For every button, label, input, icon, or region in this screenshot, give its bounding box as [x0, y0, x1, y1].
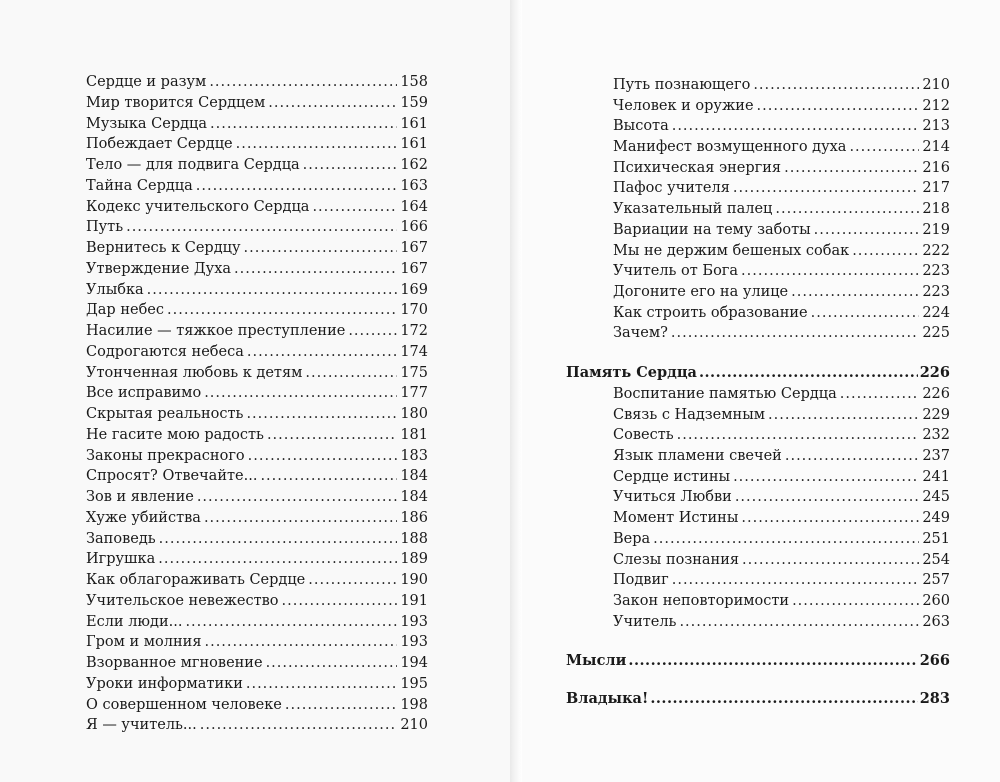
toc-page-number: 223: [922, 263, 950, 280]
toc-entry: [86, 280, 428, 301]
leader-dots: [308, 570, 397, 591]
toc-entry: [613, 405, 950, 426]
leader-dots: [246, 404, 397, 425]
toc-page-number: 167: [400, 260, 428, 277]
toc-entry: [613, 303, 950, 324]
section-title: Мысли: [566, 652, 627, 669]
leader-dots: [653, 529, 919, 550]
toc-entry-title: Высота: [613, 118, 669, 135]
leader-dots: [126, 217, 397, 238]
toc-entry: [86, 176, 428, 197]
leader-dots: [185, 612, 397, 633]
toc-entry: [86, 114, 428, 135]
leader-dots: [268, 93, 397, 114]
toc-entry-title: Путь познающего: [613, 77, 751, 93]
toc-entry-title: Указательный палец: [613, 201, 773, 218]
toc-page-number: 232: [922, 427, 950, 444]
leader-dots: [792, 591, 919, 612]
leader-dots: [147, 280, 398, 301]
toc-page-number: 251: [922, 530, 950, 547]
toc-entry-title: Вернитесь к Сердцу: [86, 240, 241, 256]
leader-dots: [234, 259, 397, 280]
toc-entry: [86, 404, 428, 425]
toc-entry: [613, 282, 950, 303]
toc-page-number: 180: [400, 406, 428, 422]
toc-entry-title: Кодекс учительского Сердца: [86, 198, 310, 215]
toc-page-number: 175: [400, 364, 428, 381]
leader-dots: [672, 116, 920, 137]
toc-page-number: 217: [922, 180, 950, 197]
toc-entry-title: Мы не держим бешеных собак: [613, 242, 850, 259]
leader-dots: [305, 363, 397, 384]
leader-dots: [733, 467, 919, 488]
toc-entry-title: Игрушка: [86, 551, 156, 568]
toc-entry-title: Зачем?: [613, 325, 668, 342]
leader-dots: [348, 321, 397, 342]
leader-dots: [303, 155, 398, 176]
toc-entry: [86, 134, 428, 155]
section-page-number: 226: [919, 364, 950, 381]
leader-dots: [628, 650, 917, 672]
leader-dots: [852, 241, 919, 262]
toc-page-number: 225: [922, 325, 950, 342]
leader-dots: [244, 238, 398, 259]
toc-entry: [86, 259, 428, 280]
toc-entry: [86, 238, 428, 259]
toc-entry-title: Пафос учителя: [613, 180, 730, 197]
toc-entry: [86, 508, 428, 529]
toc-entry-title: Музыка Сердца: [86, 115, 207, 132]
toc-page-number: 181: [400, 426, 428, 443]
leader-dots: [849, 137, 919, 158]
toc-entry: [613, 591, 950, 612]
toc-page-number: 219: [922, 221, 950, 238]
toc-entry: [86, 321, 428, 342]
toc-page-number: 186: [400, 509, 428, 526]
leader-dots: [735, 487, 920, 508]
toc-entry-title: Насилие — тяжкое преступление: [86, 323, 346, 339]
toc-entry: [86, 342, 428, 363]
toc-entry: [613, 425, 950, 446]
leader-dots: [246, 674, 397, 695]
toc-page-number: 224: [922, 304, 950, 321]
leader-dots: [784, 158, 919, 179]
toc-page-number: 170: [400, 302, 428, 319]
leader-dots: [742, 550, 919, 571]
toc-entry-title: Совесть: [613, 427, 674, 444]
toc-entry: [613, 384, 950, 405]
leader-dots: [210, 114, 397, 135]
toc-entry: [86, 591, 428, 612]
leader-dots: [267, 425, 397, 446]
toc-entry: [86, 363, 428, 384]
section-page-number: 283: [919, 690, 950, 707]
toc-entry-title: Тело — для подвига Сердца: [86, 157, 300, 173]
toc-entry-title: Гром и молния: [86, 634, 202, 651]
toc-entry-title: Вера: [613, 530, 651, 547]
leader-dots: [200, 715, 398, 736]
toc-entry: [613, 487, 950, 508]
leader-dots: [285, 695, 397, 716]
toc-page-number: 162: [400, 157, 428, 173]
toc-entry-title: Сердце и разум: [86, 74, 207, 90]
toc-page-number: 222: [922, 242, 950, 259]
toc-page-number: 260: [922, 592, 950, 609]
leader-dots: [312, 197, 397, 218]
toc-entry: [86, 446, 428, 467]
leader-dots: [248, 446, 398, 467]
leader-dots: [260, 466, 397, 487]
toc-page-number: 213: [922, 118, 950, 135]
leader-dots: [266, 653, 398, 674]
section-page-number: 266: [919, 652, 950, 669]
toc-entry-title: Я — учитель...: [86, 717, 197, 734]
toc-page-number: 158: [400, 74, 428, 90]
toc-entry: [613, 199, 950, 220]
toc-entry: [86, 674, 428, 695]
toc-entry: [613, 137, 950, 158]
toc-left-list: [86, 72, 428, 736]
leader-dots: [671, 323, 919, 344]
leader-dots: [840, 384, 920, 405]
toc-page-number: 229: [922, 406, 950, 423]
toc-entry: [86, 466, 428, 487]
section-title: Память Сердца: [566, 364, 697, 381]
leader-dots: [282, 591, 398, 612]
toc-page-number: 210: [922, 77, 950, 93]
leader-dots: [677, 425, 920, 446]
toc-entry: [86, 300, 428, 321]
toc-entry: [86, 197, 428, 218]
leader-dots: [197, 487, 397, 508]
leader-dots: [699, 362, 918, 384]
section-title: Владыка!: [566, 690, 649, 707]
leader-dots: [204, 383, 397, 404]
leader-dots: [650, 688, 917, 710]
toc-entry-title: Уроки информатики: [86, 675, 243, 692]
toc-section-memory-of-heart: [566, 362, 950, 384]
toc-entry: [613, 96, 950, 117]
toc-entry: [613, 261, 950, 282]
toc-entry-title: Слезы познания: [613, 551, 740, 568]
toc-page-number: 159: [400, 94, 428, 111]
toc-page-number: 164: [400, 198, 428, 215]
toc-entry: [86, 487, 428, 508]
toc-entry: [613, 158, 950, 179]
toc-page-number: 198: [400, 696, 428, 713]
toc-entry-title: Учитель: [613, 613, 677, 630]
toc-entry: [86, 93, 428, 114]
toc-entry-title: Утверждение Духа: [86, 260, 232, 277]
toc-entry-title: Не гасите мою радость: [86, 426, 264, 443]
toc-page-number: 212: [922, 97, 950, 114]
toc-page-number: 245: [922, 489, 950, 506]
toc-page-number: 188: [400, 530, 428, 547]
leader-dots: [768, 405, 919, 426]
toc-entry-title: Подвиг: [613, 572, 669, 589]
toc-entry-title: Психическая энергия: [613, 159, 782, 176]
toc-entry-title: О совершенном человеке: [86, 696, 282, 713]
toc-entry-title: Учиться Любви: [613, 489, 732, 506]
toc-page-number: 183: [400, 447, 428, 464]
toc-entry-title: Закон неповторимости: [613, 592, 790, 609]
toc-entry-title: Спросят? Отвечайте...: [86, 468, 258, 485]
toc-entry: [86, 217, 428, 238]
leader-dots: [247, 342, 397, 363]
toc-page-number: 163: [400, 177, 428, 194]
leader-dots: [158, 549, 397, 570]
toc-page-number: 216: [922, 159, 950, 176]
toc-entry-title: Улыбка: [86, 281, 144, 298]
toc-page-number: 166: [400, 219, 428, 236]
leader-dots: [811, 303, 920, 324]
leader-dots: [167, 300, 397, 321]
leader-dots: [753, 75, 919, 96]
toc-entry-title: Содрогаются небеса: [86, 343, 244, 360]
toc-entry: [86, 715, 428, 736]
toc-page-number: 184: [400, 489, 428, 505]
toc-entry-title: Заповедь: [86, 530, 156, 547]
toc-entry: [86, 653, 428, 674]
toc-right-list-memory: [613, 384, 950, 632]
leader-dots: [204, 632, 397, 653]
toc-page-number: 184: [400, 468, 428, 485]
leader-dots: [209, 72, 397, 93]
toc-entry: [613, 612, 950, 633]
toc-page-number: 167: [400, 240, 428, 256]
toc-page-number: 237: [922, 448, 950, 465]
toc-entry: [86, 695, 428, 716]
toc-right-list-top: [613, 75, 950, 344]
toc-entry-title: Дар небес: [86, 302, 165, 319]
toc-entry: [86, 632, 428, 653]
toc-page-number: 174: [400, 343, 428, 360]
toc-entry-title: Момент Истины: [613, 510, 739, 527]
toc-entry-title: Законы прекрасного: [86, 447, 245, 464]
toc-page-number: 263: [922, 613, 950, 630]
leader-dots: [236, 134, 398, 155]
toc-page-number: 254: [922, 551, 950, 568]
toc-entry-title: Связь с Надземным: [613, 406, 766, 423]
toc-page-number: 190: [400, 572, 428, 588]
toc-entry: [613, 508, 950, 529]
leader-dots: [196, 176, 398, 197]
toc-page-number: 161: [400, 136, 428, 153]
toc-page-number: 223: [922, 283, 950, 300]
toc-entry-title: Язык пламени свечей: [613, 448, 782, 465]
toc-entry: [613, 323, 950, 344]
toc-page-number: 189: [400, 551, 428, 568]
toc-entry: [86, 383, 428, 404]
leader-dots: [814, 220, 920, 241]
toc-entry: [613, 75, 950, 96]
toc-entry-title: Догоните его на улице: [613, 283, 789, 300]
toc-entry: [613, 241, 950, 262]
toc-page-number: 257: [922, 572, 950, 589]
toc-entry-title: Скрытая реальность: [86, 406, 244, 422]
toc-page-number: 241: [922, 468, 950, 485]
toc-page-number: 193: [400, 634, 428, 651]
toc-page-number: 195: [400, 675, 428, 692]
leader-dots: [159, 529, 398, 550]
leader-dots: [741, 261, 919, 282]
toc-entry: [613, 529, 950, 550]
toc-entry-title: Утонченная любовь к детям: [86, 364, 303, 381]
toc-entry: [86, 425, 428, 446]
toc-page-number: 214: [922, 139, 950, 156]
leader-dots: [679, 612, 919, 633]
toc-page-number: 194: [400, 655, 428, 671]
leader-dots: [775, 199, 919, 220]
toc-entry-title: Зов и явление: [86, 489, 194, 505]
toc-entry-title: Манифест возмущенного духа: [613, 139, 847, 156]
toc-entry-title: Все исправимо: [86, 385, 202, 402]
toc-entry-title: Путь: [86, 219, 124, 236]
leader-dots: [785, 446, 919, 467]
leader-dots: [672, 570, 920, 591]
toc-entry: [613, 178, 950, 199]
leader-dots: [204, 508, 397, 529]
toc-page-number: 210: [400, 717, 428, 734]
toc-entry-title: Взорванное мгновение: [86, 655, 263, 671]
toc-entry-title: Если люди...: [86, 613, 183, 630]
toc-page-number: 191: [400, 592, 428, 609]
toc-entry: [613, 220, 950, 241]
toc-entry-title: Учитель от Бога: [613, 263, 739, 280]
toc-entry-title: Как облагораживать Сердце: [86, 572, 306, 588]
toc-entry-title: Сердце истины: [613, 468, 731, 485]
toc-page-number: 218: [922, 201, 950, 218]
toc-entry-title: Воспитание памятью Сердца: [613, 386, 837, 402]
toc-page-number: 169: [400, 281, 428, 298]
toc-entry-title: Учительское невежество: [86, 592, 279, 609]
toc-entry-title: Как строить образование: [613, 304, 808, 321]
book-gutter: [510, 0, 522, 782]
toc-page-number: 177: [400, 385, 428, 402]
toc-entry: [86, 549, 428, 570]
toc-entry: [613, 446, 950, 467]
leader-dots: [733, 178, 919, 199]
toc-entry: [613, 116, 950, 137]
toc-page-number: 172: [400, 323, 428, 339]
toc-entry-title: Мир творится Сердцем: [86, 94, 266, 111]
toc-entry-title: Хуже убийства: [86, 509, 201, 526]
leader-dots: [791, 282, 919, 303]
toc-entry: [86, 529, 428, 550]
toc-entry: [86, 72, 428, 93]
leader-dots: [757, 96, 920, 117]
toc-entry: [86, 155, 428, 176]
toc-section-thoughts: [566, 650, 950, 672]
toc-page-number: 226: [922, 386, 950, 402]
toc-entry: [86, 570, 428, 591]
toc-page-number: 193: [400, 613, 428, 630]
toc-entry: [613, 550, 950, 571]
toc-entry: [613, 570, 950, 591]
toc-entry: [613, 467, 950, 488]
toc-section-lord: [566, 688, 950, 710]
toc-page-number: 161: [400, 115, 428, 132]
toc-entry-title: Вариации на тему заботы: [613, 221, 811, 238]
toc-entry: [86, 612, 428, 633]
toc-entry-title: Побеждает Сердце: [86, 136, 233, 153]
toc-entry-title: Тайна Сердца: [86, 177, 193, 194]
toc-entry-title: Человек и оружие: [613, 97, 754, 114]
toc-page-number: 249: [922, 510, 950, 527]
leader-dots: [741, 508, 919, 529]
